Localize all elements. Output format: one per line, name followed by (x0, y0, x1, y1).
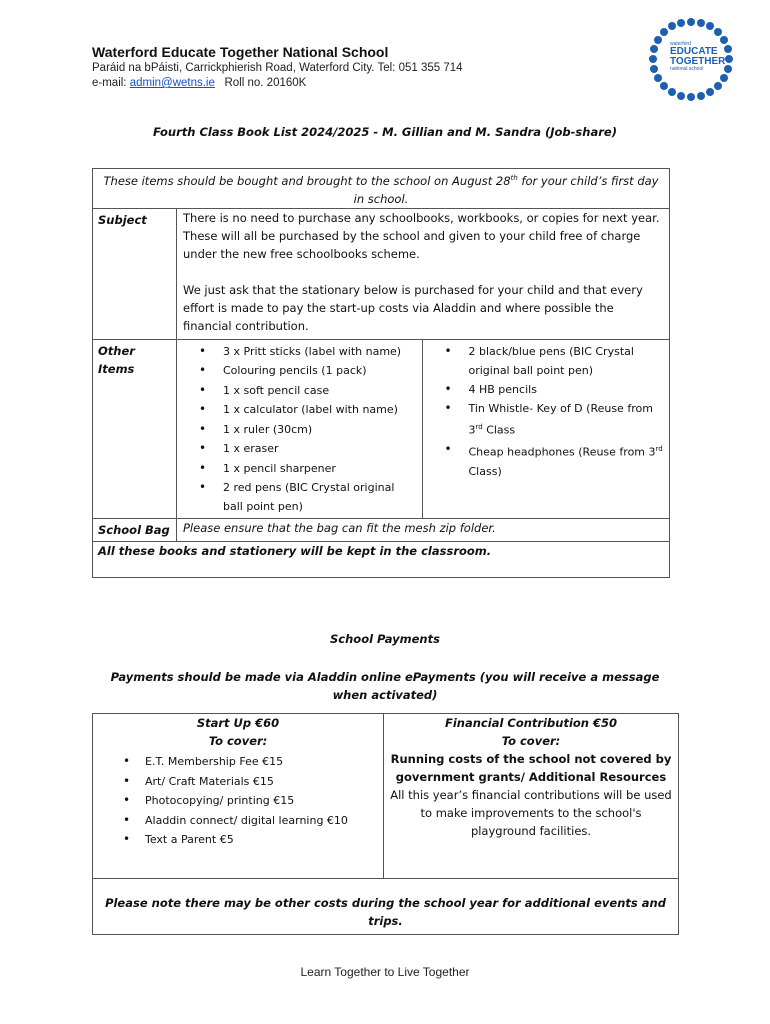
list-item: • Cheap headphones (Reuse from 3rd Class) (423, 440, 666, 481)
intro-superscript: th (510, 174, 518, 182)
logo-text-educate: EDUCATE (670, 46, 718, 57)
school-address: Paráid na bPáisti, Carrickphierish Road, Waterford City. Tel: 051 355 714 (92, 62, 463, 74)
list-item: • Photocopying/ printing €15 (93, 791, 383, 811)
payments-note: Payments should be made via Aladdin online ePayments (you will receive a message when activated) (110, 670, 660, 702)
financial-title: Financial Contribution €50 (445, 716, 617, 730)
school-bag-text: Please ensure that the bag can fit the mesh zip folder. (177, 519, 670, 542)
list-item: • Art/ Craft Materials €15 (93, 772, 383, 792)
roll-number: Roll no. 20160K (224, 77, 307, 89)
items-right-column (422, 340, 669, 519)
school-name: Waterford Educate Together National School (92, 44, 389, 60)
subject-label: Subject (93, 208, 177, 339)
kept-in-classroom-note: All these books and stationery will be kept in the classroom. (93, 542, 670, 578)
startup-cell (93, 714, 384, 879)
list-item: • 3 x Pritt sticks (label with name) (177, 342, 418, 362)
financial-to-cover: To cover: (501, 734, 561, 748)
document-title: Fourth Class Book List 2024/2025 - M. Gillian and M. Sandra (Job-share) (153, 125, 617, 139)
items-left-column (177, 340, 422, 519)
payments-heading: School Payments (330, 632, 440, 646)
intro-text-end: for your child’s first day in school. (353, 173, 659, 206)
school-bag-label: School Bag (93, 519, 177, 542)
subject-paragraph-1: There is no need to purchase any schoolbooks, workbooks, or copies for next year. These will all be purchased by the school and given to your child free of charge under the new free schoolbooks scheme. (183, 210, 660, 261)
financial-running-costs: Running costs of the school not covered by government grants/ Additional Resources (390, 752, 672, 784)
logo-text-top: waterford (670, 41, 691, 47)
list-item: • 4 HB pencils (423, 380, 666, 400)
startup-title: Start Up €60 (196, 716, 280, 730)
list-item: • Aladdin connect/ digital learning €10 (93, 811, 383, 831)
intro-text: These items should be bought and brought to the school on August 28 (103, 173, 511, 188)
list-item: • 1 x ruler (30cm) (177, 420, 418, 440)
list-item: • Tin Whistle- Key of D (Reuse from 3rd Class (423, 399, 666, 440)
financial-playground-text: All this year’s financial contributions will be used to make improvements to the school's playground facilities. (390, 788, 672, 838)
educate-together-logo (646, 14, 736, 104)
logo-text-together: TOGETHER (670, 56, 726, 67)
list-item: • Text a Parent €5 (93, 830, 383, 850)
list-item: • Colouring pencils (1 pack) (177, 361, 418, 381)
letterhead (92, 44, 612, 91)
list-item: • E.T. Membership Fee €15 (93, 752, 383, 772)
page-footer-motto: Learn Together to Live Together (300, 965, 470, 979)
list-item: • 2 black/blue pens (BIC Crystal original ball point pen) (423, 342, 666, 380)
email-label: e-mail: (92, 77, 130, 89)
financial-contribution-cell (384, 714, 679, 879)
other-costs-note: Please note there may be other costs during the school year for additional events and trips. (93, 879, 679, 935)
startup-to-cover: To cover: (208, 734, 268, 748)
email-link[interactable]: admin@wetns.ie (129, 77, 215, 89)
book-list-table (92, 168, 670, 578)
intro-cell (93, 169, 670, 209)
list-item: • 2 red pens (BIC Crystal original ball point pen) (177, 478, 418, 516)
list-item: • 1 x soft pencil case (177, 381, 418, 401)
subject-cell (177, 208, 670, 339)
other-items-cell (177, 339, 670, 519)
list-item: • 1 x calculator (label with name) (177, 400, 418, 420)
payments-table (92, 713, 679, 935)
list-item: • 1 x pencil sharpener (177, 459, 418, 479)
list-item: • 1 x eraser (177, 439, 418, 459)
other-items-label: Other Items (93, 339, 177, 519)
subject-paragraph-2: We just ask that the stationary below is purchased for your child and that every effort is made to pay the start-up costs via Aladdin and where possible the financial contribution. (183, 282, 643, 333)
logo-text-bottom: national school (670, 66, 704, 72)
contact-line (92, 76, 612, 91)
